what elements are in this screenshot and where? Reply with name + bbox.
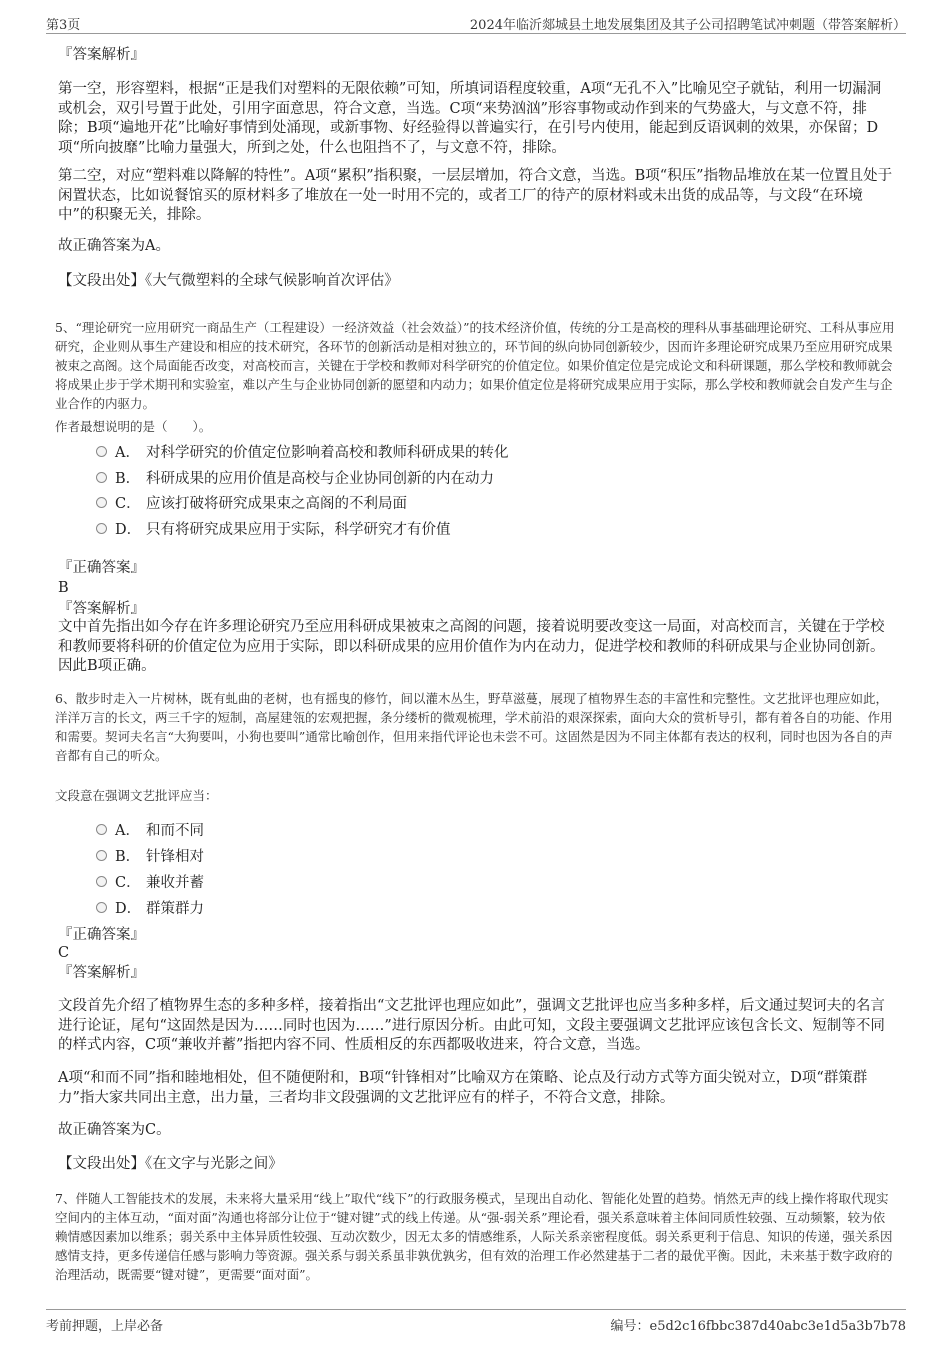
- q6-question: 文段意在强调文艺批评应当：: [55, 788, 218, 803]
- q7-stem: 7、伴随人工智能技术的发展，未来将大量采用“线上”取代“线下”的行政服务模式，呈现出自动化、智能化处置的趋势。悄然无声的线上操作将取代现实空间内的主体互动，“面对面”沟通也将部分让位于“键对键”式的线上传递。从“强-弱关系”理论看，强关系意味着主体间同质性较强、互动频繁，较为依赖情感因素加以维系；弱关系中主体异质性较强、互动次数少，因无太多的情感维系，人际关系亲密程度低。弱关系更利于信息、知识的传递，强关系因感情支持，更多传递信任感与影响力等资源。强关系与弱关系虽非孰优孰劣，但有效的治理工作必然建基于二者的最优平衡。因此，未来基于数字政府的治理活动，既需要“键对键”，更需要“面对面”。: [55, 1191, 893, 1282]
- radio-icon[interactable]: [96, 497, 107, 508]
- page-number: 第3页: [46, 18, 81, 33]
- radio-icon[interactable]: [96, 850, 107, 861]
- q5-option-d[interactable]: D． 只有将研究成果应用于实际，科学研究才有价值: [96, 518, 451, 539]
- q4-conclusion: 故正确答案为A。: [58, 238, 170, 254]
- q4-analysis-para1: 第一空，形容塑料，根据“正是我们对塑料的无限依赖”可知，所填词语程度较重，A项“无孔不入”比喻见空子就钻，利用一切漏洞或机会，双引号置于此处，引用字面意思，符合文意，当选。C项“来势汹汹”形容事物或动作到来的气势盛大，与文意不符，排除；B项“遍地开花”比喻好事情到处涌现，或新事物、好经验得以普遍实行，在引号内使用，能起到反语讽刺的效果，亦保留；D项“所向披靡”比喻力量强大，所到之处，什么也阻挡不了，与文意不符，排除。: [58, 81, 882, 156]
- q6-option-d[interactable]: D． 群策群力: [96, 897, 204, 918]
- q5-option-b[interactable]: B． 科研成果的应用价值是高校与企业协同创新的内在动力: [96, 467, 494, 488]
- q6-analysis-label: 『答案解析』: [58, 965, 145, 981]
- q5-stem: 5、“理论研究一应用研究一商品生产（工程建设）一经济效益（社会效益）”的技术经济价值，传统的分工是高校的理科从事基础理论研究、工科从事应用研究，企业则从事生产建设和相应的技术研究，各环节的创新活动是相对独立的，环节间的纵向协同创新较少，因而许多理论研究成果乃至应用研究成果被束之高阁。这个局面能否改变，对高校而言，关键在于学校和教师对科学研究的价值定位。如果价值定位是完成论文和科研课题，那么学校和教师就会将成果止步于学术期刊和实验室，难以产生与企业协同创新的愿望和内动力；如果价值定位是将研究成果应用于实际，那么学校和教师就会自发产生与企业合作的内驱力。: [55, 320, 895, 411]
- q6-option-c[interactable]: C． 兼收并蓄: [96, 871, 204, 892]
- footer-serial: 编号：e5d2c16fbbc387d40abc3e1d5a3b7b78: [610, 1319, 906, 1334]
- q6-option-b[interactable]: B． 针锋相对: [96, 845, 204, 866]
- q4-analysis-label: 『答案解析』: [58, 47, 145, 63]
- footer-slogan: 考前押题，上岸必备: [46, 1319, 164, 1334]
- q5-answer-label: 『正确答案』: [58, 560, 145, 576]
- q6-analysis-para2: A项“和而不同”指和睦地相处，但不随便附和，B项“针锋相对”比喻双方在策略、论点及行动方式等方面尖锐对立，D项“群策群力”指大家共同出主意，出力量，三者均非文段强调的文艺批评应有的样子，不符合文意，排除。: [58, 1070, 868, 1106]
- radio-icon[interactable]: [96, 824, 107, 835]
- q5-analysis: 文中首先指出如今存在许多理论研究乃至应用科研成果被束之高阁的问题，接着说明要改变这一局面，对高校而言，关键在于学校和教师要将科研的价值定位为应用于实际，即以科研成果的应用价值作为内在动力，促进学校和教师的科研成果与企业协同创新。因此B项正确。: [58, 619, 885, 674]
- radio-icon[interactable]: [96, 472, 107, 483]
- q5-answer: B: [58, 580, 69, 596]
- radio-icon[interactable]: [96, 446, 107, 457]
- q5-option-a[interactable]: A． 对科学研究的价值定位影响着高校和教师科研成果的转化: [96, 441, 509, 462]
- document-title: 2024年临沂郯城县土地发展集团及其子公司招聘笔试冲刺题（带答案解析）: [469, 18, 906, 33]
- page-footer: [46, 1309, 906, 1333]
- q6-stem: 6、散步时走入一片树林，既有虬曲的老树，也有摇曳的修竹，间以灌木丛生，野草滋蔓，展现了植物界生态的丰富性和完整性。文艺批评也理应如此，洋洋万言的长文，两三千字的短制，高屋建瓴的宏观把握，条分缕析的微观梳理，学术前沿的艰深探索，面向大众的赏析导引，都有着各自的功能、作用和需要。契诃夫名言“大狗要叫，小狗也要叫”通常比喻创作，但用来指代评论也未尝不可。这固然是因为不同主体都有表达的权利，同时也因为各自的声音都有自己的听众。: [55, 691, 893, 763]
- q6-answer: C: [58, 945, 70, 961]
- q6-analysis-para1: 文段首先介绍了植物界生态的多种多样，接着指出“文艺批评也理应如此”，强调文艺批评也应当多种多样，后文通过契诃夫的名言进行论证，尾句“这固然是因为……同时也因为……”进行原因分析。由此可知，文段主要强调文艺批评应该包含长文、短制等不同的样式内容，C项“兼收并蓄”指把内容不同、性质相反的东西都吸收进来，符合文意，当选。: [58, 998, 885, 1053]
- q4-analysis-para2: 第二空，对应“塑料难以降解的特性”。A项“累积”指积聚，一层层增加，符合文意，当选。B项“积压”指物品堆放在某一位置且处于闲置状态，比如说餐馆买的原材料多了堆放在一处一时用不完的，或者工厂的待产的原材料或未出货的成品等，与文段“在环境中”的积聚无关，排除。: [58, 168, 893, 223]
- q5-analysis-label: 『答案解析』: [58, 601, 145, 617]
- q5-question: 作者最想说明的是（ ）。: [55, 419, 212, 434]
- q6-conclusion: 故正确答案为C。: [58, 1122, 171, 1138]
- q6-option-a[interactable]: A． 和而不同: [96, 819, 204, 840]
- q4-source: 【文段出处】《大气微塑料的全球气候影响首次评估》: [58, 273, 399, 289]
- q5-option-c[interactable]: C． 应该打破将研究成果束之高阁的不利局面: [96, 492, 407, 513]
- radio-icon[interactable]: [96, 523, 107, 534]
- page-header: [46, 12, 906, 34]
- q6-answer-label: 『正确答案』: [58, 927, 145, 943]
- radio-icon[interactable]: [96, 876, 107, 887]
- q6-source: 【文段出处】《在文字与光影之间》: [58, 1156, 283, 1172]
- radio-icon[interactable]: [96, 902, 107, 913]
